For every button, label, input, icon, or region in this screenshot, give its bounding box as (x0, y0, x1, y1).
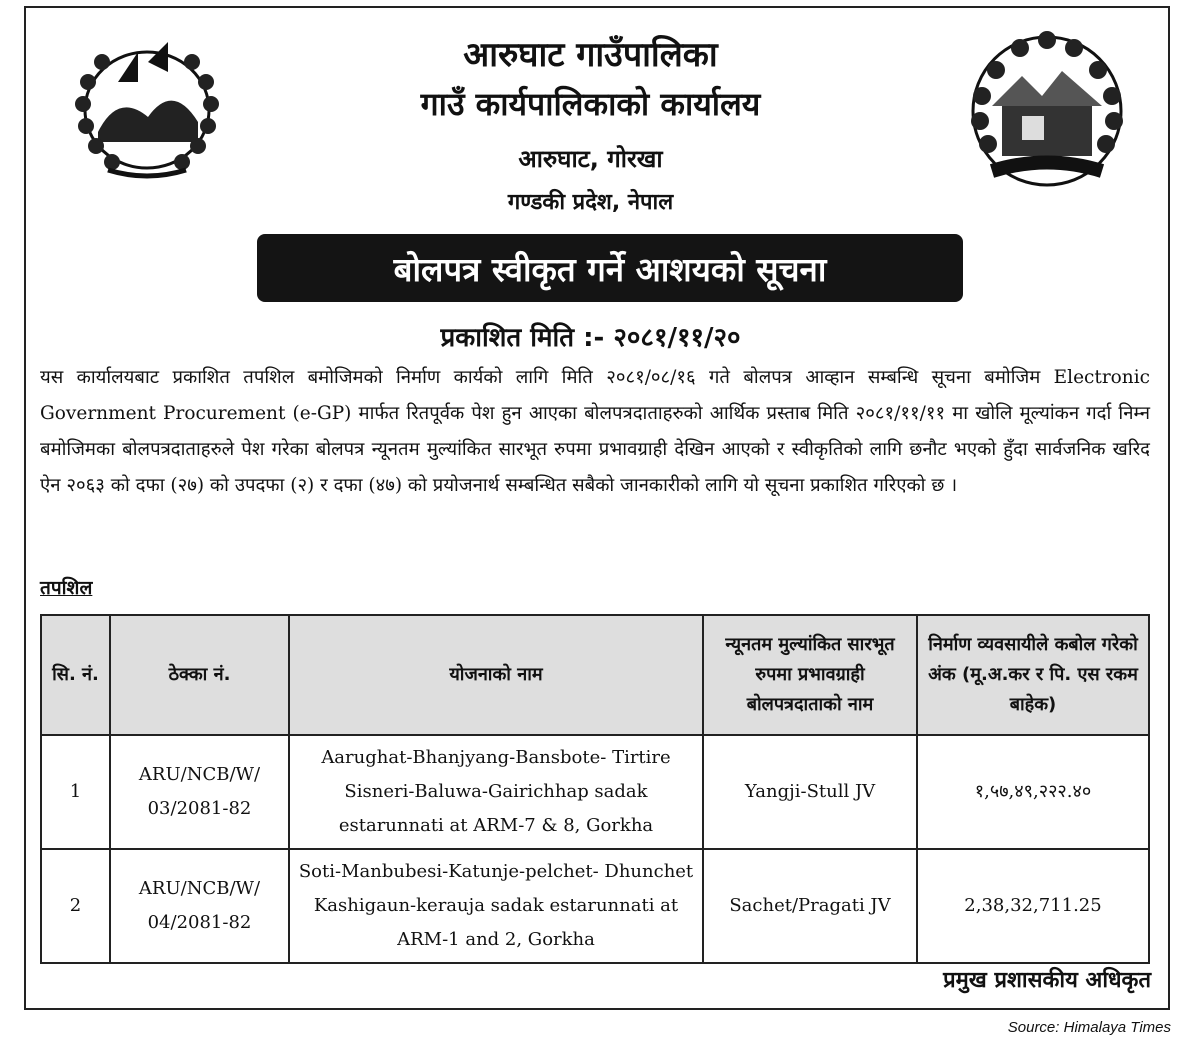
cell-contract-no: ARU/NCB/W/ 04/2081-82 (110, 849, 289, 963)
office-location: आरुघाट, गोरखा (518, 145, 663, 173)
cell-contract-no: ARU/NCB/W/ 03/2081-82 (110, 735, 289, 849)
cell-amount: 2,38,32,711.25 (917, 849, 1149, 963)
municipality-name: आरुघाट गाउँपालिका (463, 35, 718, 75)
cell-amount: १,५७,४९,२२२.४० (917, 735, 1149, 849)
office-name: गाउँ कार्यपालिकाको कार्यालय (420, 85, 761, 123)
header-project-name: योजनाको नाम (289, 615, 703, 735)
province-name: गण्डकी प्रदेश, नेपाल (507, 190, 674, 215)
notice-title-banner (257, 234, 963, 302)
signatory-title: प्रमुख प्रशासकीय अधिकृत (943, 968, 1151, 993)
header-bidder: न्यूनतम मुल्यांकित सारभूत रुपमा प्रभावग्राही बोलपत्रदाताको नाम (703, 615, 917, 735)
schedule-label: तपशिल (40, 577, 93, 599)
table-header-row (41, 615, 1149, 735)
published-date: प्रकाशित मिति :- २०८१/११/२० (440, 323, 741, 353)
cell-project-name: Aarughat-Bhanjyang-Bansbote- Tirtire Sisneri-Baluwa-Gairichhap sadak estarunnati at ARM-7 & 8, Gorkha (289, 735, 703, 849)
header-sn: सि. नं. (41, 615, 110, 735)
cell-bidder: Sachet/Pragati JV (703, 849, 917, 963)
table-row (41, 849, 1149, 963)
header-contract-no: ठेक्का नं. (110, 615, 289, 735)
bid-table (40, 614, 1150, 964)
cell-project-name: Soti-Manbubesi-Katunje-pelchet- Dhunchet Kashigaun-kerauja sadak estarunnati at ARM-1 and 2, Gorkha (289, 849, 703, 963)
cell-sn: 2 (41, 849, 110, 963)
header-amount: निर्माण व्यवसायीले कबोल गरेको अंक (मू.अ.कर र पि. एस रकम बाहेक) (917, 615, 1149, 735)
table-row (41, 735, 1149, 849)
source-credit: Source: Himalaya Times (1007, 1019, 1171, 1036)
cell-sn: 1 (41, 735, 110, 849)
cell-bidder: Yangji-Stull JV (703, 735, 917, 849)
notice-body: यस कार्यालयबाट प्रकाशित तपशिल बमोजिमको निर्माण कार्यको लागि मिति २०८१/०८/१६ गते बोलपत्र आव्हान सम्बन्धि सूचना बमोजिम Electronic Government Procurement (e-GP) मार्फत रितपूर्वक पेश हुन आएका बोलपत्रदाताहरुको आर्थिक प्रस्ताब मिति २०८१/११/११ मा खोलि मूल्यांकन गर्दा निम्न बमोजिमका बोलपत्रदाताहरुले पेश गरेका बोलपत्र न्यूनतम मुल्यांकित सारभूत रुपमा प्रभावग्राही देखिन आएको र स्वीकृतिको लागि छनौट भएको हुँदा सार्वजनिक खरिद ऐन २०६३ को दफा (२७) को उपदफा (२) र दफा (४७) को प्रयोजनार्थ सम्बन्धित सबैको जानकारीको लागि यो सूचना प्रकाशित गरिएको छ । (40, 367, 1150, 496)
notice-title: बोलपत्र स्वीकृत गर्ने आशयको सूचना (393, 249, 827, 289)
